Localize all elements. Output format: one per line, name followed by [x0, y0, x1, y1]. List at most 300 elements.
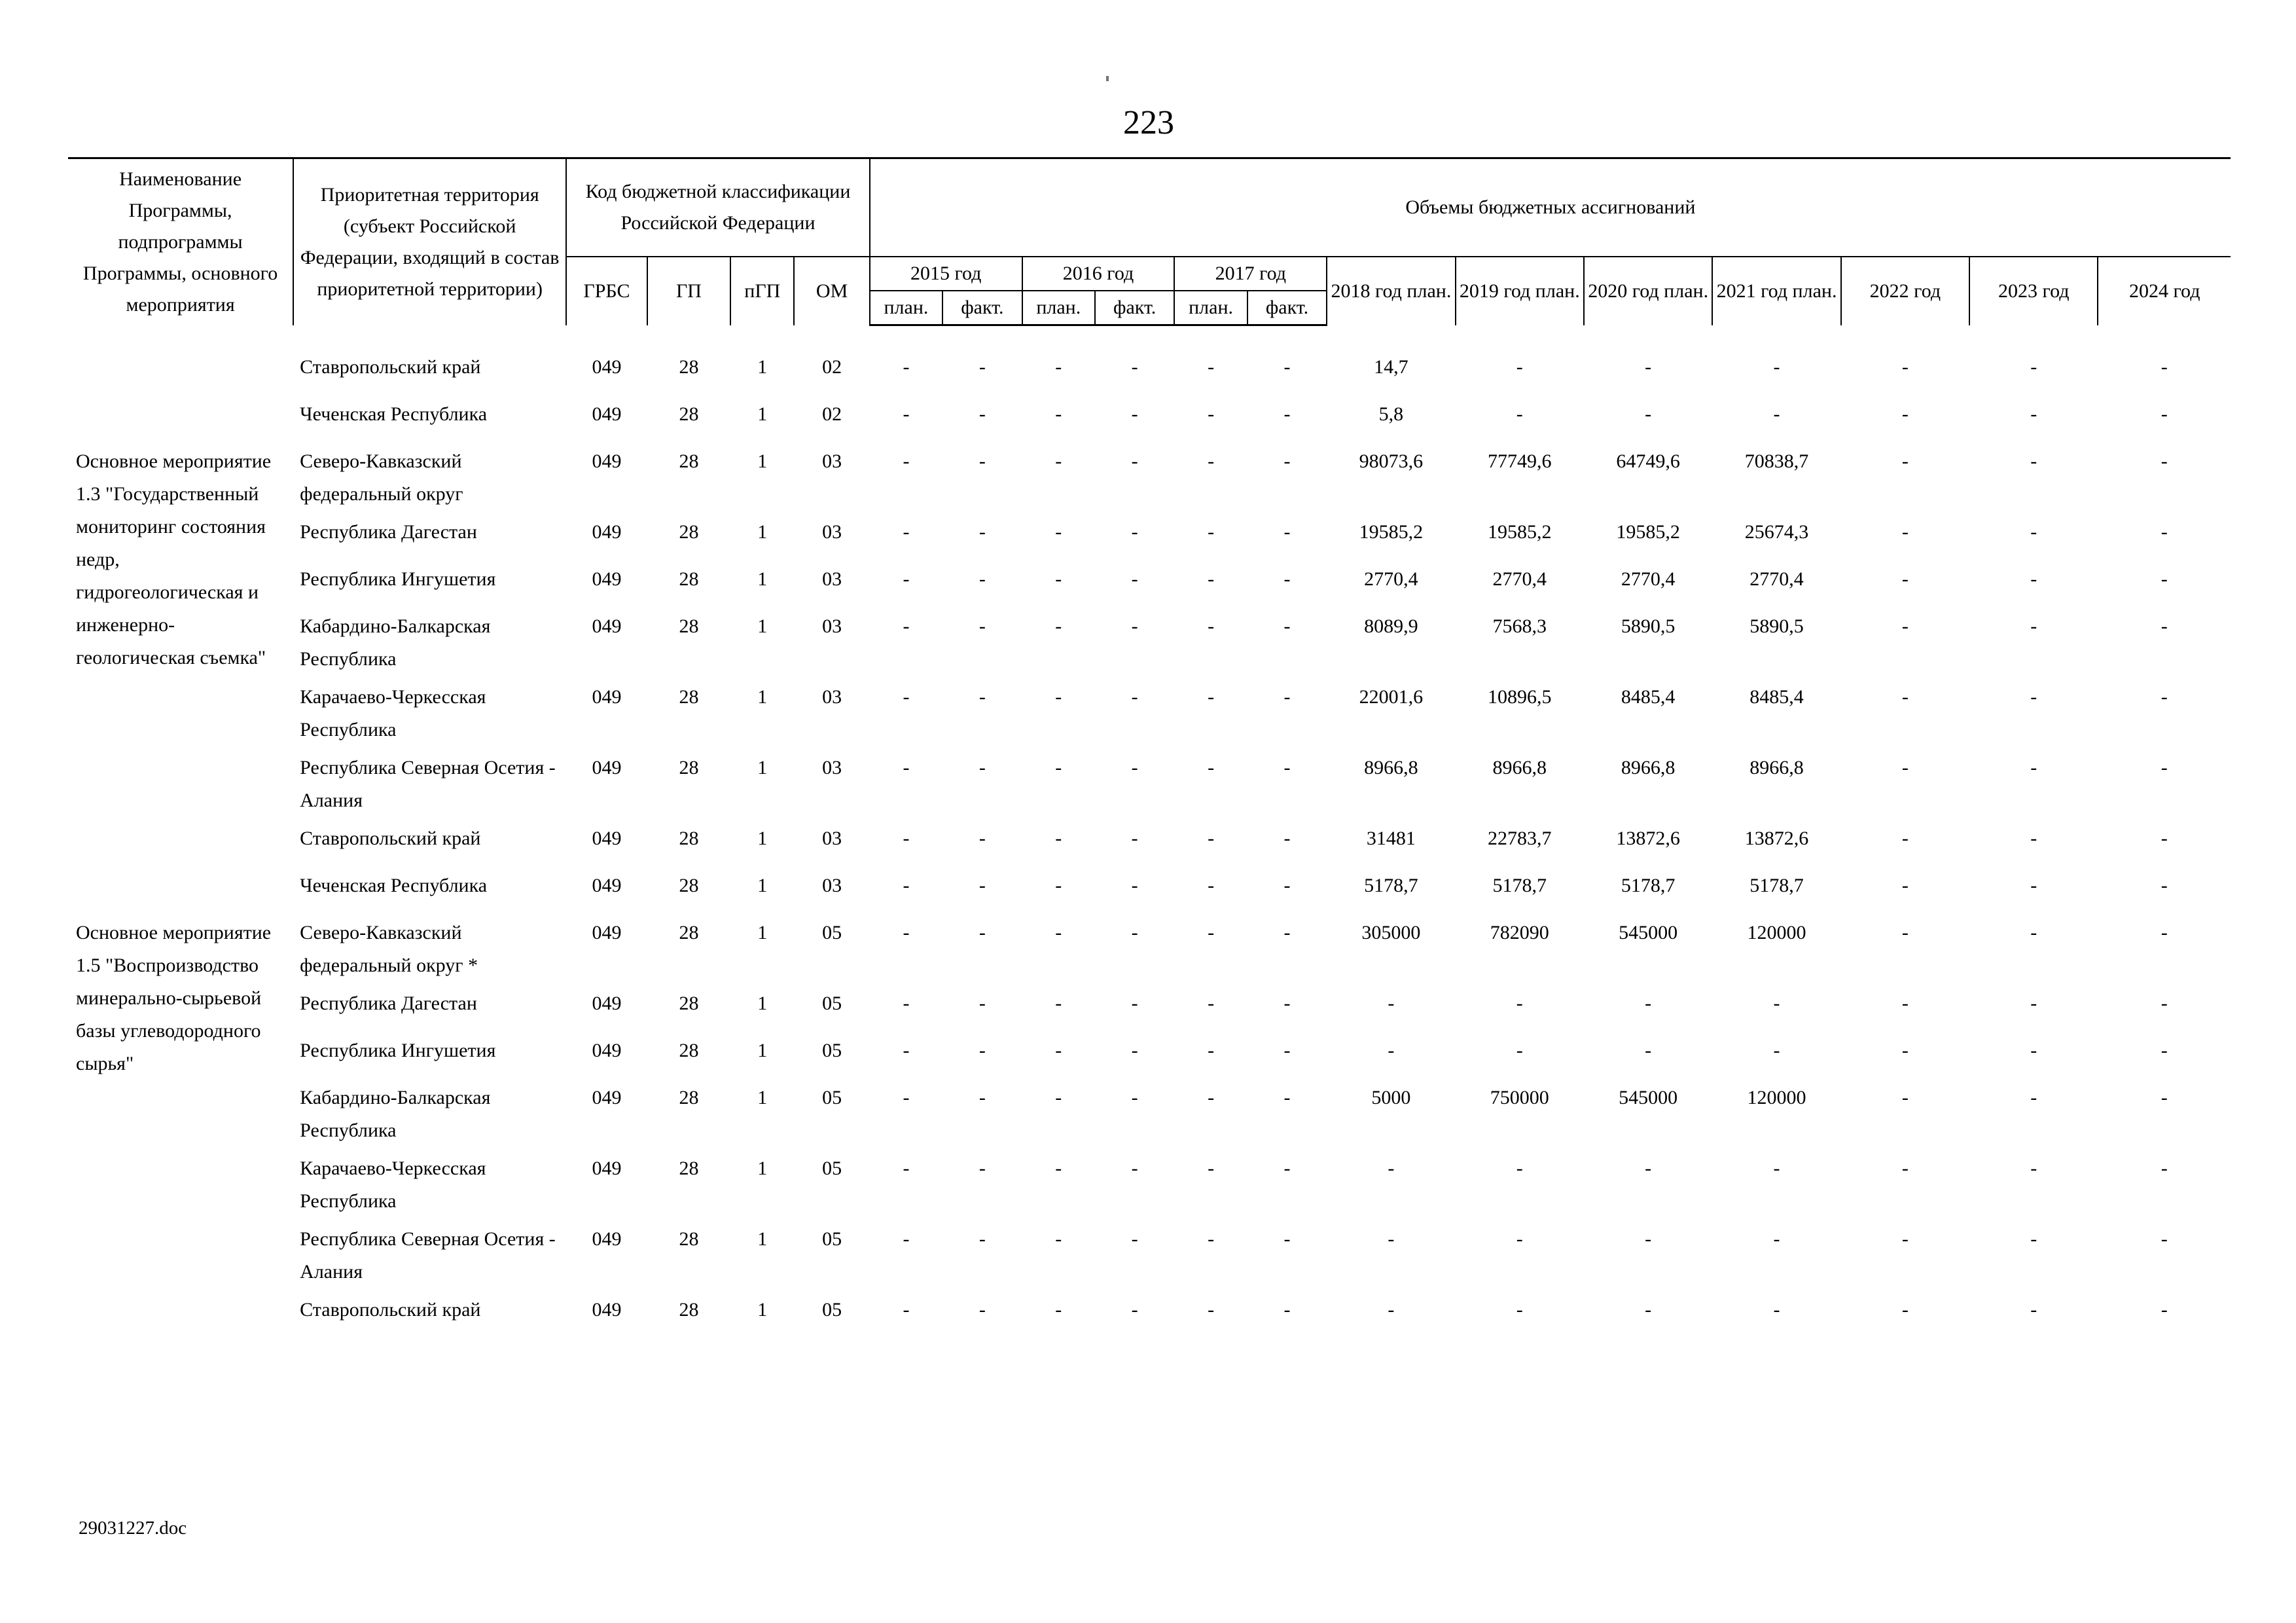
cell-grbs: 049 — [592, 1228, 622, 1250]
cell-y2023: - — [2030, 1228, 2037, 1250]
territory-cell: Республика Ингушетия — [300, 1040, 496, 1061]
cell-f2015: - — [978, 615, 986, 637]
territory-cell: Северо-Кавказский федеральный округ — [300, 450, 463, 505]
cell-y2018: - — [1388, 1158, 1395, 1179]
table-row — [68, 822, 2231, 869]
cell-y2022: - — [1901, 1040, 1909, 1061]
cell-f2015: - — [978, 403, 986, 425]
cell-y2023: - — [2030, 1299, 2037, 1321]
cell-y2020: - — [1645, 993, 1652, 1014]
footer-filename: 29031227.doc — [79, 1518, 187, 1539]
cell-f2017: - — [1283, 450, 1291, 472]
cell-f2015: - — [978, 875, 986, 896]
cell-f2015: - — [978, 450, 986, 472]
cell-y2019: 10896,5 — [1488, 686, 1552, 708]
cell-p2017: - — [1208, 828, 1215, 849]
cell-p2016: - — [1055, 1299, 1062, 1321]
cell-p2015: - — [903, 1087, 910, 1108]
cell-y2021: 120000 — [1747, 1087, 1806, 1108]
cell-grbs: 049 — [592, 1040, 622, 1061]
cell-y2022: - — [1901, 1228, 1909, 1250]
cell-y2021: 120000 — [1747, 922, 1806, 943]
cell-f2016: - — [1131, 356, 1138, 378]
cell-y2021: - — [1773, 1158, 1780, 1179]
cell-gp: 28 — [679, 1158, 699, 1179]
table-row — [68, 869, 2231, 917]
cell-y2021: - — [1773, 1040, 1780, 1061]
cell-y2019: 22783,7 — [1488, 828, 1552, 849]
cell-y2024: - — [2161, 1040, 2168, 1061]
cell-y2020: 13872,6 — [1616, 828, 1680, 849]
cell-y2018: 5178,7 — [1364, 875, 1418, 896]
cell-pgp: 1 — [757, 1087, 768, 1108]
territory-cell: Карачаево-Черкесская Республика — [300, 686, 486, 740]
cell-gp: 28 — [679, 521, 699, 543]
cell-p2017: - — [1208, 1228, 1215, 1250]
cell-p2016: - — [1055, 568, 1062, 590]
cell-f2015: - — [978, 922, 986, 943]
cell-f2016: - — [1131, 757, 1138, 778]
cell-y2022: - — [1901, 1299, 1909, 1321]
cell-gp: 28 — [679, 686, 699, 708]
cell-p2015: - — [903, 356, 910, 378]
cell-p2016: - — [1055, 993, 1062, 1014]
cell-f2017: - — [1283, 403, 1291, 425]
cell-p2017: - — [1208, 403, 1215, 425]
cell-p2016: - — [1055, 686, 1062, 708]
cell-y2019: - — [1516, 403, 1523, 425]
territory-cell: Кабардино-Балкарская Республика — [300, 1087, 491, 1141]
cell-y2021: - — [1773, 356, 1780, 378]
cell-y2024: - — [2161, 993, 2168, 1014]
cell-y2020: 5178,7 — [1621, 875, 1676, 896]
cell-y2023: - — [2030, 828, 2037, 849]
cell-f2016: - — [1131, 875, 1138, 896]
cell-y2022: - — [1901, 615, 1909, 637]
table-row — [68, 398, 2231, 445]
cell-y2022: - — [1901, 1158, 1909, 1179]
cell-om: 03 — [822, 521, 842, 543]
cell-pgp: 1 — [757, 521, 768, 543]
cell-y2023: - — [2030, 686, 2037, 708]
cell-y2018: 5000 — [1371, 1087, 1411, 1108]
cell-y2018: 98073,6 — [1359, 450, 1424, 472]
cell-y2021: 25674,3 — [1744, 521, 1809, 543]
cell-y2021: - — [1773, 1299, 1780, 1321]
cell-y2024: - — [2161, 922, 2168, 943]
cell-p2015: - — [903, 1040, 910, 1061]
header-2015-fact: факт. — [942, 291, 1022, 325]
cell-p2015: - — [903, 1299, 910, 1321]
cell-y2021: - — [1773, 403, 1780, 425]
cell-p2016: - — [1055, 615, 1062, 637]
cell-p2015: - — [903, 922, 910, 943]
cell-f2017: - — [1283, 1040, 1291, 1061]
cell-y2018: - — [1388, 1299, 1395, 1321]
cell-f2015: - — [978, 1040, 986, 1061]
cell-om: 05 — [822, 993, 842, 1014]
cell-f2015: - — [978, 1299, 986, 1321]
cell-pgp: 1 — [757, 993, 768, 1014]
cell-pgp: 1 — [757, 922, 768, 943]
table-row — [68, 610, 2231, 681]
cell-p2015: - — [903, 828, 910, 849]
cell-grbs: 049 — [592, 521, 622, 543]
cell-pgp: 1 — [757, 1228, 768, 1250]
cell-f2016: - — [1131, 615, 1138, 637]
cell-f2016: - — [1131, 993, 1138, 1014]
cell-om: 03 — [822, 757, 842, 778]
header-year-2020: 2020 год план. — [1584, 257, 1712, 325]
header-budget-code: Код бюджетной классификации Российской Федерации — [566, 158, 870, 257]
cell-gp: 28 — [679, 993, 699, 1014]
table-row — [68, 1294, 2231, 1341]
cell-pgp: 1 — [757, 1040, 768, 1061]
header-2015-plan: план. — [870, 291, 942, 325]
cell-f2015: - — [978, 1228, 986, 1250]
cell-y2020: - — [1645, 356, 1652, 378]
cell-y2023: - — [2030, 403, 2037, 425]
cell-f2017: - — [1283, 875, 1291, 896]
cell-om: 05 — [822, 922, 842, 943]
cell-y2022: - — [1901, 568, 1909, 590]
cell-y2019: - — [1516, 1040, 1523, 1061]
cell-f2015: - — [978, 356, 986, 378]
table-row — [68, 681, 2231, 752]
cell-y2018: - — [1388, 993, 1395, 1014]
cell-pgp: 1 — [757, 686, 768, 708]
cell-f2015: - — [978, 1158, 986, 1179]
cell-y2024: - — [2161, 875, 2168, 896]
territory-cell: Республика Дагестан — [300, 993, 477, 1014]
cell-y2019: 8966,8 — [1492, 757, 1547, 778]
cell-f2015: - — [978, 993, 986, 1014]
cell-grbs: 049 — [592, 828, 622, 849]
cell-y2022: - — [1901, 403, 1909, 425]
cell-p2016: - — [1055, 403, 1062, 425]
cell-om: 05 — [822, 1299, 842, 1321]
program-cell-empty — [68, 351, 293, 398]
cell-p2017: - — [1208, 615, 1215, 637]
cell-y2021: 5178,7 — [1749, 875, 1804, 896]
cell-p2015: - — [903, 993, 910, 1014]
budget-allocation-table — [68, 157, 2231, 1341]
cell-gp: 28 — [679, 922, 699, 943]
cell-grbs: 049 — [592, 922, 622, 943]
cell-y2022: - — [1901, 521, 1909, 543]
cell-grbs: 049 — [592, 568, 622, 590]
cell-p2016: - — [1055, 1228, 1062, 1250]
cell-grbs: 049 — [592, 403, 622, 425]
territory-cell: Ставропольский край — [300, 828, 481, 849]
cell-p2016: - — [1055, 450, 1062, 472]
cell-om: 02 — [822, 403, 842, 425]
territory-cell: Ставропольский край — [300, 356, 481, 378]
cell-f2017: - — [1283, 686, 1291, 708]
cell-f2015: - — [978, 568, 986, 590]
cell-f2016: - — [1131, 922, 1138, 943]
cell-pgp: 1 — [757, 828, 768, 849]
cell-y2023: - — [2030, 875, 2037, 896]
table-row — [68, 987, 2231, 1034]
program-om-1-3: Основное мероприятие 1.3 "Государственный мониторинг состояния недр, гидрогеологическая и инженерно-геологическая съемка" — [76, 450, 272, 668]
cell-pgp: 1 — [757, 450, 768, 472]
territory-cell: Чеченская Республика — [300, 875, 488, 896]
cell-f2017: - — [1283, 356, 1291, 378]
cell-y2024: - — [2161, 403, 2168, 425]
cell-y2023: - — [2030, 1040, 2037, 1061]
program-om-1-5: Основное мероприятие 1.5 "Воспроизводство минерально-сырьевой базы углеводородного сырья" — [76, 922, 272, 1074]
cell-y2020: 19585,2 — [1616, 521, 1680, 543]
cell-gp: 28 — [679, 356, 699, 378]
cell-p2015: - — [903, 403, 910, 425]
cell-y2020: 2770,4 — [1621, 568, 1676, 590]
cell-f2017: - — [1283, 1158, 1291, 1179]
territory-cell: Ставропольский край — [300, 1299, 481, 1321]
cell-f2017: - — [1283, 615, 1291, 637]
program-cell-empty — [68, 398, 293, 445]
cell-y2023: - — [2030, 450, 2037, 472]
cell-y2019: 7568,3 — [1492, 615, 1547, 637]
cell-gp: 28 — [679, 828, 699, 849]
table-row — [68, 351, 2231, 398]
cell-y2018: 14,7 — [1374, 356, 1408, 378]
cell-om: 05 — [822, 1087, 842, 1108]
cell-p2015: - — [903, 875, 910, 896]
cell-p2017: - — [1208, 757, 1215, 778]
cell-gp: 28 — [679, 1087, 699, 1108]
cell-y2020: - — [1645, 1158, 1652, 1179]
cell-gp: 28 — [679, 615, 699, 637]
cell-gp: 28 — [679, 757, 699, 778]
cell-y2019: - — [1516, 356, 1523, 378]
cell-pgp: 1 — [757, 403, 768, 425]
cell-p2017: - — [1208, 356, 1215, 378]
cell-y2024: - — [2161, 356, 2168, 378]
cell-y2021: 8966,8 — [1749, 757, 1804, 778]
cell-y2020: 5890,5 — [1621, 615, 1676, 637]
cell-p2016: - — [1055, 1040, 1062, 1061]
cell-om: 02 — [822, 356, 842, 378]
cell-y2022: - — [1901, 993, 1909, 1014]
cell-y2021: 2770,4 — [1749, 568, 1804, 590]
header-pgp: пГП — [730, 257, 794, 325]
cell-p2017: - — [1208, 1040, 1215, 1061]
cell-y2019: 782090 — [1490, 922, 1549, 943]
cell-gp: 28 — [679, 1040, 699, 1061]
cell-y2019: - — [1516, 1299, 1523, 1321]
cell-f2017: - — [1283, 1228, 1291, 1250]
cell-om: 05 — [822, 1040, 842, 1061]
territory-cell: Северо-Кавказский федеральный округ * — [300, 922, 478, 976]
cell-f2016: - — [1131, 403, 1138, 425]
cell-y2024: - — [2161, 1087, 2168, 1108]
cell-y2024: - — [2161, 1228, 2168, 1250]
cell-y2023: - — [2030, 993, 2037, 1014]
cell-y2018: 5,8 — [1378, 403, 1404, 425]
header-program-name: Наименование Программы, подпрограммы Программы, основного мероприятия — [68, 158, 293, 325]
cell-y2018: 31481 — [1366, 828, 1416, 849]
territory-cell: Республика Северная Осетия - Алания — [300, 757, 556, 811]
cell-y2024: - — [2161, 1299, 2168, 1321]
cell-gp: 28 — [679, 875, 699, 896]
table-row — [68, 752, 2231, 822]
cell-y2024: - — [2161, 450, 2168, 472]
header-budget-volumes: Объемы бюджетных ассигнований — [870, 158, 2231, 257]
cell-p2016: - — [1055, 828, 1062, 849]
cell-f2016: - — [1131, 1299, 1138, 1321]
cell-p2015: - — [903, 686, 910, 708]
table-row — [68, 1152, 2231, 1223]
cell-y2023: - — [2030, 568, 2037, 590]
cell-y2022: - — [1901, 1087, 1909, 1108]
cell-f2017: - — [1283, 1299, 1291, 1321]
territory-cell: Кабардино-Балкарская Республика — [300, 615, 491, 670]
cell-f2016: - — [1131, 450, 1138, 472]
cell-y2020: - — [1645, 403, 1652, 425]
cell-y2021: 8485,4 — [1749, 686, 1804, 708]
cell-y2020: - — [1645, 1228, 1652, 1250]
cell-y2023: - — [2030, 1087, 2037, 1108]
cell-om: 03 — [822, 615, 842, 637]
cell-f2017: - — [1283, 1087, 1291, 1108]
header-year-2018: 2018 год план. — [1327, 257, 1455, 325]
cell-y2024: - — [2161, 568, 2168, 590]
cell-y2019: 5178,7 — [1492, 875, 1547, 896]
header-year-2022: 2022 год — [1841, 257, 1969, 325]
cell-y2022: - — [1901, 356, 1909, 378]
header-2016-plan: план. — [1022, 291, 1095, 325]
cell-y2023: - — [2030, 757, 2037, 778]
header-2017-plan: план. — [1174, 291, 1247, 325]
cell-p2017: - — [1208, 568, 1215, 590]
cell-f2017: - — [1283, 521, 1291, 543]
cell-y2023: - — [2030, 521, 2037, 543]
cell-y2024: - — [2161, 615, 2168, 637]
table-body — [68, 325, 2231, 1341]
table-row — [68, 1082, 2231, 1152]
cell-f2017: - — [1283, 922, 1291, 943]
cell-y2022: - — [1901, 922, 1909, 943]
territory-cell: Республика Северная Осетия - Алания — [300, 1228, 556, 1283]
header-2017-fact: факт. — [1247, 291, 1327, 325]
cell-grbs: 049 — [592, 875, 622, 896]
cell-y2021: 70838,7 — [1744, 450, 1809, 472]
cell-om: 03 — [822, 686, 842, 708]
table-row — [68, 445, 2231, 516]
cell-y2020: - — [1645, 1299, 1652, 1321]
table-row — [68, 563, 2231, 610]
header-territory: Приоритетная территория (субъект Российской Федерации, входящий в состав приоритетной территории) — [293, 158, 566, 325]
header-year-2019: 2019 год план. — [1456, 257, 1584, 325]
cell-p2016: - — [1055, 875, 1062, 896]
table-row — [68, 1034, 2231, 1082]
cell-gp: 28 — [679, 450, 699, 472]
cell-p2016: - — [1055, 356, 1062, 378]
cell-gp: 28 — [679, 403, 699, 425]
table-row — [68, 1223, 2231, 1294]
cell-f2017: - — [1283, 993, 1291, 1014]
cell-p2016: - — [1055, 922, 1062, 943]
cell-grbs: 049 — [592, 757, 622, 778]
cell-y2019: 2770,4 — [1492, 568, 1547, 590]
cell-p2015: - — [903, 521, 910, 543]
cell-grbs: 049 — [592, 993, 622, 1014]
cell-y2018: 8089,9 — [1364, 615, 1418, 637]
cell-om: 05 — [822, 1158, 842, 1179]
cell-om: 03 — [822, 450, 842, 472]
cell-f2016: - — [1131, 686, 1138, 708]
page-number: 223 — [1123, 104, 1174, 141]
cell-p2017: - — [1208, 993, 1215, 1014]
cell-y2019: - — [1516, 1228, 1523, 1250]
cell-f2015: - — [978, 828, 986, 849]
cell-y2020: 545000 — [1619, 1087, 1678, 1108]
cell-y2021: 5890,5 — [1749, 615, 1804, 637]
territory-cell: Чеченская Республика — [300, 403, 488, 425]
cell-y2021: - — [1773, 993, 1780, 1014]
cell-p2016: - — [1055, 521, 1062, 543]
cell-y2023: - — [2030, 922, 2037, 943]
header-2016-fact: факт. — [1095, 291, 1174, 325]
cell-f2017: - — [1283, 828, 1291, 849]
cell-p2017: - — [1208, 686, 1215, 708]
cell-y2019: 77749,6 — [1488, 450, 1552, 472]
header-grbs: ГРБС — [566, 257, 647, 325]
cell-gp: 28 — [679, 1299, 699, 1321]
cell-f2015: - — [978, 1087, 986, 1108]
header-year-2017: 2017 год — [1174, 257, 1327, 291]
territory-cell: Карачаево-Черкесская Республика — [300, 1158, 486, 1212]
cell-f2016: - — [1131, 568, 1138, 590]
header-year-2021: 2021 год план. — [1712, 257, 1840, 325]
cell-y2018: - — [1388, 1040, 1395, 1061]
cell-y2020: - — [1645, 1040, 1652, 1061]
cell-pgp: 1 — [757, 875, 768, 896]
cell-gp: 28 — [679, 568, 699, 590]
cell-pgp: 1 — [757, 1299, 768, 1321]
header-year-2024: 2024 год — [2098, 257, 2231, 325]
cell-y2018: - — [1388, 1228, 1395, 1250]
cell-f2016: - — [1131, 1228, 1138, 1250]
territory-cell: Республика Ингушетия — [300, 568, 496, 590]
cell-f2015: - — [978, 521, 986, 543]
cell-y2018: 2770,4 — [1364, 568, 1418, 590]
header-year-2023: 2023 год — [1969, 257, 2098, 325]
cell-y2019: - — [1516, 993, 1523, 1014]
cell-y2020: 545000 — [1619, 922, 1678, 943]
cell-f2016: - — [1131, 1040, 1138, 1061]
cell-om: 03 — [822, 828, 842, 849]
cell-p2017: - — [1208, 875, 1215, 896]
cell-y2023: - — [2030, 1158, 2037, 1179]
table-row — [68, 516, 2231, 563]
cell-om: 03 — [822, 875, 842, 896]
cell-p2016: - — [1055, 1087, 1062, 1108]
cell-pgp: 1 — [757, 356, 768, 378]
cell-f2016: - — [1131, 1158, 1138, 1179]
cell-pgp: 1 — [757, 757, 768, 778]
cell-y2024: - — [2161, 828, 2168, 849]
cell-p2015: - — [903, 568, 910, 590]
cell-p2015: - — [903, 450, 910, 472]
cell-pgp: 1 — [757, 1158, 768, 1179]
cell-y2022: - — [1901, 875, 1909, 896]
cell-y2023: - — [2030, 615, 2037, 637]
cell-p2015: - — [903, 1228, 910, 1250]
cell-grbs: 049 — [592, 615, 622, 637]
cell-y2024: - — [2161, 757, 2168, 778]
